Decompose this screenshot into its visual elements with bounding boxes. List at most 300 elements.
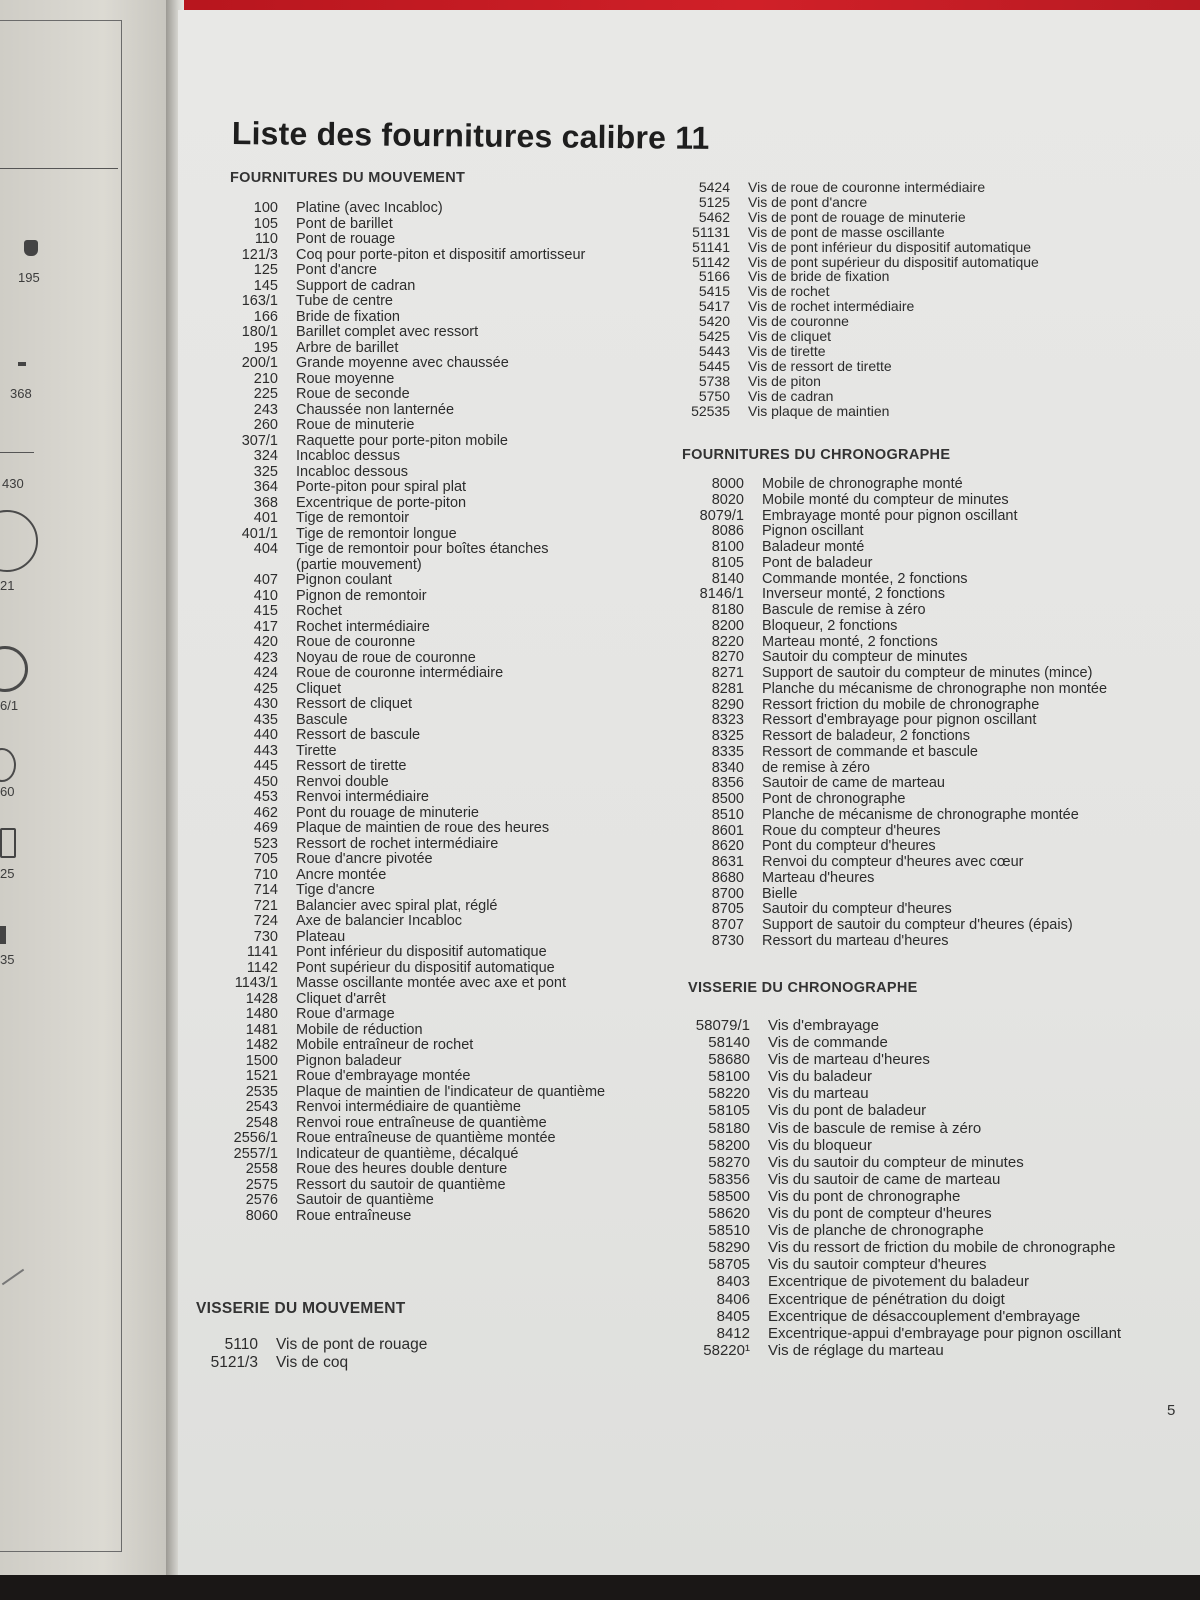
part-code: 425 bbox=[253, 680, 278, 697]
part-code: 8700 bbox=[711, 885, 744, 902]
part-code: 200/1 bbox=[241, 355, 278, 371]
part-drawing-icon bbox=[24, 240, 38, 256]
part-code: 8086 bbox=[711, 523, 744, 540]
part-row bbox=[682, 934, 1107, 950]
part-description: Porte-piton pour spiral plat bbox=[296, 479, 467, 495]
part-description: Vis de coq bbox=[276, 1354, 349, 1371]
part-code: 58105 bbox=[708, 1102, 750, 1120]
part-code: 5415 bbox=[698, 283, 730, 300]
part-description: Balancier avec spiral plat, réglé bbox=[296, 897, 498, 914]
part-code: 8340 bbox=[711, 759, 744, 776]
part-code: 8730 bbox=[711, 932, 744, 949]
part-row bbox=[196, 589, 605, 605]
part-row bbox=[196, 1336, 427, 1354]
part-row bbox=[196, 697, 605, 713]
part-row bbox=[668, 329, 1039, 344]
part-description: Planche de mécanisme de chronographe montée bbox=[762, 806, 1079, 823]
part-row bbox=[682, 776, 1107, 792]
part-description: Pont de barillet bbox=[296, 215, 393, 232]
part-code: 121/3 bbox=[241, 246, 278, 263]
part-description: Indicateur de quantième, décalqué bbox=[296, 1145, 519, 1162]
part-code: 8620 bbox=[711, 838, 744, 855]
part-description: Rochet bbox=[296, 603, 342, 619]
part-row bbox=[668, 195, 1039, 210]
part-description: Vis de pont supérieur du dispositif automatique bbox=[748, 253, 1039, 270]
part-row bbox=[688, 1222, 1121, 1239]
part-description: Planche du mécanisme de chronographe non montée bbox=[762, 680, 1108, 697]
part-code: 58100 bbox=[708, 1068, 750, 1086]
part-row bbox=[682, 540, 1107, 556]
part-row bbox=[196, 527, 605, 543]
part-description: Arbre de barillet bbox=[296, 339, 399, 356]
part-code: 2556/1 bbox=[233, 1130, 278, 1146]
part-description: Vis de rochet bbox=[748, 283, 830, 300]
part-description: Vis du bloqueur bbox=[768, 1136, 872, 1154]
part-row bbox=[688, 1120, 1121, 1137]
part-code: 1428 bbox=[245, 990, 278, 1007]
part-row bbox=[196, 775, 605, 791]
part-description: Support de cadran bbox=[296, 277, 416, 294]
part-description: Mobile de réduction bbox=[296, 1021, 423, 1038]
part-code: 51141 bbox=[692, 238, 730, 255]
part-row bbox=[196, 217, 605, 233]
part-code: 8270 bbox=[711, 649, 744, 666]
part-description: Masse oscillante montée avec axe et pont bbox=[296, 975, 567, 991]
part-code: 58510 bbox=[708, 1222, 750, 1240]
part-row bbox=[682, 698, 1107, 714]
part-description: Vis de marteau d'heures bbox=[768, 1051, 930, 1069]
part-code: 210 bbox=[253, 370, 278, 387]
part-row bbox=[682, 745, 1107, 761]
part-code: 424 bbox=[253, 665, 278, 681]
section-heading-visserie-mouvement: VISSERIE DU MOUVEMENT bbox=[196, 1300, 406, 1317]
part-row bbox=[688, 1342, 1121, 1359]
part-code: 8020 bbox=[711, 491, 744, 508]
part-code: 1482 bbox=[245, 1037, 278, 1053]
part-row bbox=[196, 201, 605, 217]
part-row bbox=[196, 837, 605, 853]
parts-list-visserie-mouvement-continued bbox=[668, 180, 1039, 419]
part-description: Vis de couronne bbox=[748, 313, 849, 330]
bottom-shadow bbox=[0, 1575, 1200, 1600]
part-code: 5424 bbox=[698, 179, 730, 195]
part-description: Noyau de roue de couronne bbox=[296, 649, 476, 666]
part-code: 2543 bbox=[245, 1099, 278, 1115]
part-description: Pignon baladeur bbox=[296, 1052, 402, 1069]
part-row bbox=[196, 713, 605, 729]
part-row bbox=[682, 650, 1107, 666]
part-description: Vis d'embrayage bbox=[768, 1017, 879, 1034]
part-description: Support de sautoir du compteur de minutes (mince) bbox=[762, 665, 1093, 681]
part-description: Pont de chronographe bbox=[762, 791, 906, 807]
left-page-frame bbox=[0, 20, 122, 1552]
part-row bbox=[196, 1162, 605, 1178]
part-row bbox=[682, 509, 1107, 525]
part-code: 407 bbox=[253, 572, 278, 588]
part-row bbox=[682, 572, 1107, 588]
part-description: Mobile entraîneur de rochet bbox=[296, 1037, 474, 1053]
part-code: 5750 bbox=[698, 387, 730, 404]
part-description: Vis du sautoir de came de marteau bbox=[768, 1170, 1001, 1188]
part-row bbox=[196, 806, 605, 822]
part-description: Vis du marteau bbox=[768, 1085, 869, 1103]
part-row bbox=[196, 434, 605, 450]
part-description: Pignon de remontoir bbox=[296, 587, 427, 604]
part-code: 5445 bbox=[698, 357, 730, 374]
part-code: 1141 bbox=[246, 944, 278, 960]
part-description: Renvoi double bbox=[296, 773, 389, 790]
part-description: Roue des heures double denture bbox=[296, 1161, 508, 1177]
part-code: 404 bbox=[253, 541, 278, 557]
section-heading-visserie-chronographe: VISSERIE DU CHRONOGRAPHE bbox=[688, 980, 918, 996]
part-row bbox=[682, 761, 1107, 777]
part-description: Vis du ressort de friction du mobile de chronographe bbox=[768, 1239, 1116, 1257]
part-description: Ressort de commande et bascule bbox=[762, 743, 978, 760]
part-code: 58290 bbox=[708, 1239, 750, 1257]
part-code: 450 bbox=[253, 773, 278, 790]
part-code: 401/1 bbox=[241, 525, 278, 542]
part-code: 5125 bbox=[698, 193, 730, 210]
part-row bbox=[196, 1147, 605, 1163]
part-code: 8403 bbox=[716, 1273, 750, 1291]
part-row bbox=[196, 852, 605, 868]
left-page-number: 60 bbox=[0, 784, 15, 799]
part-description: Vis de ressort de tirette bbox=[748, 357, 892, 374]
part-code: 417 bbox=[253, 618, 278, 635]
part-row bbox=[196, 1178, 605, 1194]
part-row bbox=[682, 556, 1107, 572]
part-row bbox=[196, 976, 605, 992]
part-description: Inverseur monté, 2 fonctions bbox=[762, 586, 945, 603]
part-code: 2576 bbox=[245, 1192, 278, 1208]
part-code: 8180 bbox=[711, 602, 744, 618]
part-description: Embrayage monté pour pignon oscillant bbox=[762, 507, 1018, 524]
part-description: Roue de couronne bbox=[296, 634, 416, 650]
part-row bbox=[196, 403, 605, 419]
part-description: Vis du pont de compteur d'heures bbox=[768, 1205, 992, 1223]
part-description: Vis de planche de chronographe bbox=[768, 1222, 984, 1240]
part-code: 8281 bbox=[711, 680, 744, 697]
part-row bbox=[688, 1171, 1121, 1188]
part-row bbox=[196, 914, 605, 930]
part-row bbox=[688, 1068, 1121, 1085]
part-description: Vis de pont de rouage de minuterie bbox=[748, 208, 966, 225]
part-description: Vis de roue de couronne intermédiaire bbox=[748, 179, 986, 195]
part-row bbox=[682, 871, 1107, 887]
part-description: Axe de balancier Incabloc bbox=[296, 913, 463, 929]
part-description: Pont de baladeur bbox=[762, 554, 873, 571]
part-code: 8079/1 bbox=[699, 507, 744, 524]
part-row bbox=[682, 603, 1107, 619]
part-row bbox=[688, 1154, 1121, 1171]
part-code: 166 bbox=[253, 308, 278, 325]
part-code: 2575 bbox=[245, 1176, 278, 1193]
part-description: Plaque de maintien de roue des heures bbox=[296, 820, 550, 836]
part-code: 5420 bbox=[698, 313, 730, 330]
part-code: 8220 bbox=[711, 633, 744, 650]
part-row bbox=[196, 325, 605, 341]
part-description: Ressort de cliquet bbox=[296, 696, 413, 712]
part-code: 1500 bbox=[245, 1052, 278, 1069]
left-page-rule bbox=[0, 452, 34, 453]
part-row bbox=[682, 493, 1107, 509]
part-row bbox=[688, 1273, 1121, 1290]
page-title: Liste des fournitures calibre 11 bbox=[231, 115, 710, 157]
part-row bbox=[668, 314, 1039, 329]
parts-list-mouvement bbox=[196, 201, 605, 1224]
part-row bbox=[196, 449, 605, 465]
part-code: 5110 bbox=[224, 1336, 258, 1353]
part-row bbox=[668, 359, 1039, 374]
part-row bbox=[196, 387, 605, 403]
part-row bbox=[196, 961, 605, 977]
part-description: Excentrique de pivotement du baladeur bbox=[768, 1273, 1030, 1291]
part-description: Renvoi roue entraîneuse de quantième bbox=[296, 1114, 547, 1131]
part-description: Plateau bbox=[296, 928, 346, 945]
part-description: Roue de seconde bbox=[296, 386, 410, 402]
part-code: 435 bbox=[253, 711, 278, 728]
part-code: 58200 bbox=[708, 1136, 750, 1154]
part-row bbox=[688, 1291, 1121, 1308]
part-description: Ressort du sautoir de quantième bbox=[296, 1176, 506, 1193]
part-code: 430 bbox=[253, 696, 278, 712]
part-code: 8323 bbox=[711, 712, 744, 729]
part-row bbox=[196, 992, 605, 1008]
part-code: 8335 bbox=[711, 743, 744, 760]
part-description: Vis de pont de masse oscillante bbox=[748, 223, 945, 240]
part-description: Excentrique-appui d'embrayage pour pignon oscillant bbox=[768, 1324, 1122, 1342]
part-row bbox=[196, 232, 605, 248]
part-code: 8680 bbox=[711, 869, 744, 886]
part-code: 1481 bbox=[245, 1021, 278, 1038]
part-description: Excentrique de porte-piton bbox=[296, 494, 467, 511]
part-row bbox=[196, 930, 605, 946]
part-row bbox=[196, 465, 605, 481]
part-row bbox=[196, 294, 605, 310]
part-description: Ancre montée bbox=[296, 866, 387, 883]
part-description: Roue entraîneuse de quantième montée bbox=[296, 1130, 556, 1146]
part-description: Sautoir du compteur d'heures bbox=[762, 901, 952, 918]
part-description: Vis de réglage du marteau bbox=[768, 1341, 944, 1359]
part-row bbox=[668, 299, 1039, 314]
part-row bbox=[688, 1085, 1121, 1102]
part-code: 8412 bbox=[716, 1324, 750, 1342]
part-row bbox=[196, 248, 605, 264]
part-description: Excentrique de désaccouplement d'embrayage bbox=[768, 1307, 1081, 1325]
part-row bbox=[196, 759, 605, 775]
part-row bbox=[688, 1137, 1121, 1154]
part-code: 8510 bbox=[711, 806, 744, 823]
part-description: Ressort de bascule bbox=[296, 727, 421, 743]
part-row bbox=[688, 1102, 1121, 1119]
part-row bbox=[688, 1308, 1121, 1325]
part-code: 1521 bbox=[245, 1068, 278, 1084]
part-description: Ressort d'embrayage pour pignon oscillant bbox=[762, 712, 1037, 729]
part-description: de remise à zéro bbox=[762, 759, 870, 776]
part-description: Pignon coulant bbox=[296, 572, 392, 588]
part-row bbox=[668, 269, 1039, 284]
part-row bbox=[688, 1017, 1121, 1034]
part-description: Roue de minuterie bbox=[296, 417, 415, 433]
part-row bbox=[196, 1209, 605, 1225]
part-code bbox=[196, 558, 296, 574]
part-row bbox=[196, 620, 605, 636]
part-row bbox=[668, 240, 1039, 255]
part-description: Vis de commande bbox=[768, 1034, 888, 1052]
part-code: 58180 bbox=[708, 1119, 750, 1137]
part-code: 325 bbox=[253, 463, 278, 480]
part-row bbox=[196, 263, 605, 279]
part-code: 52535 bbox=[691, 402, 730, 419]
part-code: 58680 bbox=[708, 1051, 750, 1069]
part-code: 58079/1 bbox=[695, 1017, 750, 1034]
part-code: 443 bbox=[253, 742, 278, 759]
part-row bbox=[196, 1007, 605, 1023]
part-code: 195 bbox=[253, 339, 278, 356]
part-code: 5738 bbox=[698, 372, 730, 389]
part-row bbox=[668, 404, 1039, 419]
part-description: Baladeur monté bbox=[762, 539, 865, 555]
part-code: 469 bbox=[253, 820, 278, 836]
part-row bbox=[682, 619, 1107, 635]
part-row bbox=[668, 284, 1039, 299]
part-description: Incabloc dessus bbox=[296, 448, 400, 464]
part-description: Pont de rouage bbox=[296, 231, 396, 247]
part-description: Pignon oscillant bbox=[762, 523, 864, 540]
part-row bbox=[196, 1354, 427, 1372]
part-description: Roue d'armage bbox=[296, 1006, 395, 1022]
part-row bbox=[196, 790, 605, 806]
part-description: Roue du compteur d'heures bbox=[762, 822, 941, 839]
part-row bbox=[196, 821, 605, 837]
part-code: 8325 bbox=[711, 728, 744, 744]
part-description: Commande montée, 2 fonctions bbox=[762, 570, 968, 587]
part-description: Renvoi intermédiaire bbox=[296, 789, 429, 805]
part-row bbox=[196, 651, 605, 667]
part-code: 5166 bbox=[698, 268, 730, 285]
part-description: Vis de pont de rouage bbox=[276, 1336, 428, 1353]
part-description: Vis du sautoir compteur d'heures bbox=[768, 1256, 987, 1274]
part-description: Vis de cadran bbox=[748, 387, 834, 404]
part-row bbox=[682, 839, 1107, 855]
part-code: 8290 bbox=[711, 696, 744, 713]
part-code: 8000 bbox=[711, 476, 744, 492]
part-code: 364 bbox=[253, 479, 278, 495]
part-description: Vis de cliquet bbox=[748, 328, 832, 345]
part-description: Barillet complet avec ressort bbox=[296, 324, 479, 340]
part-code: 8105 bbox=[711, 554, 744, 571]
part-row bbox=[196, 1131, 605, 1147]
left-page-number: 430 bbox=[2, 476, 24, 491]
part-row bbox=[196, 728, 605, 744]
part-row bbox=[196, 1100, 605, 1116]
part-description: Renvoi intermédiaire de quantième bbox=[296, 1099, 521, 1115]
part-row bbox=[196, 279, 605, 295]
part-row bbox=[688, 1239, 1121, 1256]
part-code: 8271 bbox=[711, 665, 744, 681]
part-code: 368 bbox=[253, 494, 278, 511]
part-row bbox=[196, 573, 605, 589]
part-row bbox=[196, 1085, 605, 1101]
part-code: 58705 bbox=[708, 1256, 750, 1274]
part-row bbox=[682, 713, 1107, 729]
part-code: 100 bbox=[253, 200, 278, 216]
part-description: Cliquet bbox=[296, 680, 342, 697]
part-description: Plaque de maintien de l'indicateur de quantième bbox=[296, 1083, 606, 1100]
part-description: Pont inférieur du dispositif automatique bbox=[296, 944, 547, 960]
part-description: Marteau monté, 2 fonctions bbox=[762, 633, 938, 650]
part-description: Cliquet d'arrêt bbox=[296, 990, 386, 1007]
part-code: 724 bbox=[253, 913, 278, 929]
part-description: Marteau d'heures bbox=[762, 869, 875, 886]
part-code: 51142 bbox=[692, 253, 730, 270]
part-code: 8500 bbox=[711, 791, 744, 807]
part-code: 105 bbox=[253, 215, 278, 232]
part-row bbox=[196, 868, 605, 884]
part-code: 440 bbox=[253, 727, 278, 743]
section-heading-chronographe: FOURNITURES DU CHRONOGRAPHE bbox=[682, 447, 951, 463]
part-description: Tige de remontoir bbox=[296, 510, 410, 526]
part-description: Ressort du marteau d'heures bbox=[762, 932, 949, 949]
part-description: Tirette bbox=[296, 742, 337, 759]
part-row bbox=[196, 899, 605, 915]
part-description: Bloqueur, 2 fonctions bbox=[762, 617, 898, 634]
part-description: Roue de couronne intermédiaire bbox=[296, 665, 504, 681]
part-description: Vis du pont de chronographe bbox=[768, 1187, 961, 1205]
part-code: 705 bbox=[253, 851, 278, 867]
part-description: Mobile de chronographe monté bbox=[762, 476, 963, 492]
part-code: 8707 bbox=[711, 917, 744, 933]
part-description: Mobile monté du compteur de minutes bbox=[762, 491, 1009, 508]
left-page-number: 35 bbox=[0, 952, 15, 967]
part-row bbox=[682, 918, 1107, 934]
part-description: Pont du compteur d'heures bbox=[762, 838, 936, 855]
part-description: Pont supérieur du dispositif automatique bbox=[296, 959, 555, 976]
part-description: Roue d'embrayage montée bbox=[296, 1068, 471, 1084]
part-row bbox=[682, 682, 1107, 698]
part-description: Tige de remontoir longue bbox=[296, 525, 457, 542]
part-row bbox=[682, 808, 1107, 824]
left-page-number: 195 bbox=[18, 270, 40, 285]
part-code: 260 bbox=[253, 417, 278, 433]
part-description: Vis du sautoir du compteur de minutes bbox=[768, 1153, 1024, 1171]
part-row bbox=[196, 883, 605, 899]
part-code: 2557/1 bbox=[233, 1145, 278, 1162]
part-description: Coq pour porte-piton et dispositif amortisseur bbox=[296, 246, 586, 263]
part-description: Tube de centre bbox=[296, 293, 393, 309]
part-description: (partie mouvement) bbox=[296, 556, 422, 573]
part-code: 51131 bbox=[692, 223, 730, 240]
part-description: Platine (avec Incabloc) bbox=[296, 200, 443, 216]
part-code: 8140 bbox=[711, 570, 744, 587]
part-code: 307/1 bbox=[241, 432, 278, 449]
part-description: Vis du baladeur bbox=[768, 1068, 872, 1086]
part-code: 2548 bbox=[245, 1114, 278, 1131]
part-row bbox=[682, 887, 1107, 903]
part-code: 8406 bbox=[716, 1290, 750, 1308]
part-code: 58140 bbox=[708, 1034, 750, 1052]
part-code: 5425 bbox=[698, 328, 730, 345]
page-number: 5 bbox=[1167, 1402, 1176, 1419]
part-description: Pont d'ancre bbox=[296, 262, 377, 278]
part-code: 710 bbox=[253, 866, 278, 883]
part-row bbox=[196, 480, 605, 496]
part-row bbox=[196, 1193, 605, 1209]
part-code: 2558 bbox=[245, 1161, 278, 1177]
part-row bbox=[682, 587, 1107, 603]
part-code: 462 bbox=[253, 804, 278, 821]
part-description: Ressort friction du mobile de chronographe bbox=[762, 696, 1040, 713]
